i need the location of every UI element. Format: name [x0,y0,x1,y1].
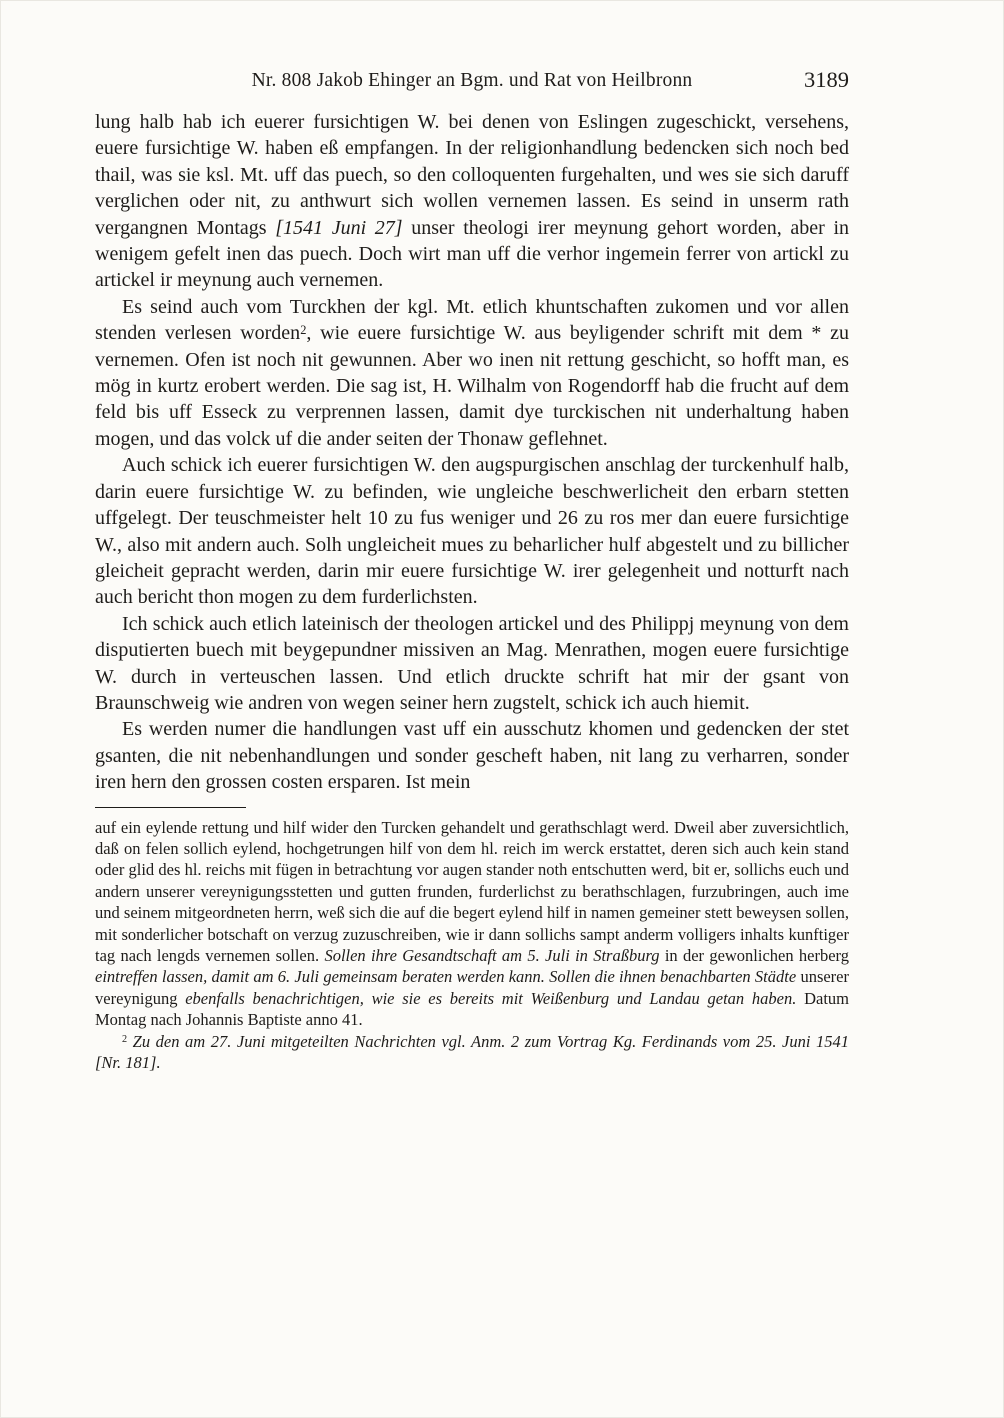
footnote-2 [95,1031,849,1074]
text-run: Datum Montag nach Johannis Baptiste anno 41. [95,988,849,1030]
text-run: Ich schick auch etlich lateinisch der theologen artickel und des Philippj meynung von dem disputierten buech mit beygepundner missiven an Mag. Menrathen, mogen euere fursichtige W. durch in verteuschen lassen. Und etlich druckte schrift hat mir der gsant von Braunschweig wie andren von wegen seiner hern zugstelt, schick ich auch hiemit. [95,612,849,714]
footnote-1-continuation [95,817,849,1031]
text-run: in der gewonlichen herberg [664,946,849,965]
text-run: unser theologi irer meynung gehort worden, aber in wenigem gefelt inen das puech. Doch wirt man uff die verhor ingemein ferrer von artickl zu artickel ir meynung auch vernemen. [95,216,849,292]
running-head-title: Nr. 808 Jakob Ehinger an Bgm. und Rat von Heilbronn [251,70,693,91]
footnote-ref: 2 [122,1034,128,1046]
text-run: Auch schick ich euerer fursichtigen W. den augspurgischen anschlag der turckenhulf halb, darin euere fursichtige W. zu befinden, wie ungleiche beschwerlicheit den erbarn stetten uffgelegt. Der teuschmeister helt 10 zu fus weniger und 26 zu ros mer dan euere fursichtige W., also mit andern auch. Solh ungleicheit mues zu beharlicher hulf abgestelt und zu billicher gleicheit gepracht werden, darin mir euere fursichtige W. irer gelegenheit und notturft nach auch bericht thon mogen zu dem furderlichsten. [95,454,849,609]
text-run: Es seind auch vom Turckhen der kgl. Mt. etlich khuntschaften zukomen und vor allen stenden verlesen worden [95,295,849,345]
editorial-italic-run: eintreffen lassen, damit am 6. Juli gemeinsam beraten werden kann. Sollen die ihnen benachbarten Städte [95,967,801,987]
editorial-italic-run: Zu den am 27. Juni mitgeteilten Nachrichten vgl. Anm. 2 zum Vortrag Kg. Ferdinands vom 25. Juni 1541 [Nr. 181]. [95,1031,849,1073]
text-run: unserer vereynigung [95,967,849,1008]
footnote-separator [95,807,246,808]
text-run: , wie euere fursichtige W. aus beyligender schrift mit dem * zu vernemen. Ofen ist noch nit gewunnen. Aber wo inen nit rettung geschicht, so hofft man, es mög in kurtz erobert werden. Die sag ist, H. Wilhalm von Rogendorff hab die frucht auf dem feld bis uff Esseck zu verprennen lassen, damit dye turckischen nit underhaltung haben mogen, und das volck uf die ander seiten der Thonaw geflehnet. [95,322,849,450]
editorial-italic-run: ebenfalls benachrichtigen, wie sie es bereits mit Weißenburg und Landau getan haben. [185,988,797,1008]
body-paragraph-5 [95,716,849,795]
text-run: auf ein eylende rettung und hilf wider den Turcken gehandelt und gerathschlagt werd. Dweil aber zuversichtlich, daß on felen sollich eylend, hochgetrungen hilf von dem hl. reich im werck erstattet, deren sich auch kein stand oder glid des hl. reichs mit fügen in betrachtung vor augen stander noth entschutten werd, bit er, sollichs euch und andern unserer vereynigungsstetten und gutten frunden, furderlichst zu berathschlagen, furzubringen, auch ime und seinem mitgeordneten herrn, weß sich die auf die begert eylend hilf in namen gemeiner stett beweysen sollen, mit sonderlicher botschaft on verzug zuzuschreiben, wie ir dann sollichs sampt anderm volligers inhalts kunftiger tag nach lengds vernemen sollen. [95,817,849,965]
text-run: Es werden numer die handlungen vast uff ein ausschutz khomen und gedencken der stet gsanten, die nit nebenhandlungen und sonder gescheft haben, nit lang zu verharren, sonder iren hern den grossen costen ersparen. Ist mein [95,718,849,794]
footnote-ref: 2 [300,322,307,337]
running-head [95,67,849,96]
footnotes-block [95,817,849,1074]
text-run: lung halb hab ich euerer fursichtigen W. bei denen von Eslingen zugeschickt, versehens, euere fursichtige W. haben eß empfangen. In der religionhandlung bedencken sich noch bed thail, was sie ksl. Mt. uff das puech, so den colloquenten furgehalten, und wes sie sich daruff verglichen oder nit, zu anthwurt sich wollen vernemen lassen. Es seind in unserm rath vergangnen Montags [95,111,849,239]
editorial-italic-run: Sollen ihre Gesandtschaft am 5. Juli in Straßburg [324,946,665,965]
letter-body [95,109,849,796]
editorial-italic-run: [1541 Juni 27] [275,216,403,239]
body-paragraph-3 [95,452,849,610]
body-paragraph-4 [95,611,849,717]
body-paragraph-2 [95,294,849,452]
page-number: 3189 [804,67,849,92]
body-paragraph-1 [95,109,849,294]
